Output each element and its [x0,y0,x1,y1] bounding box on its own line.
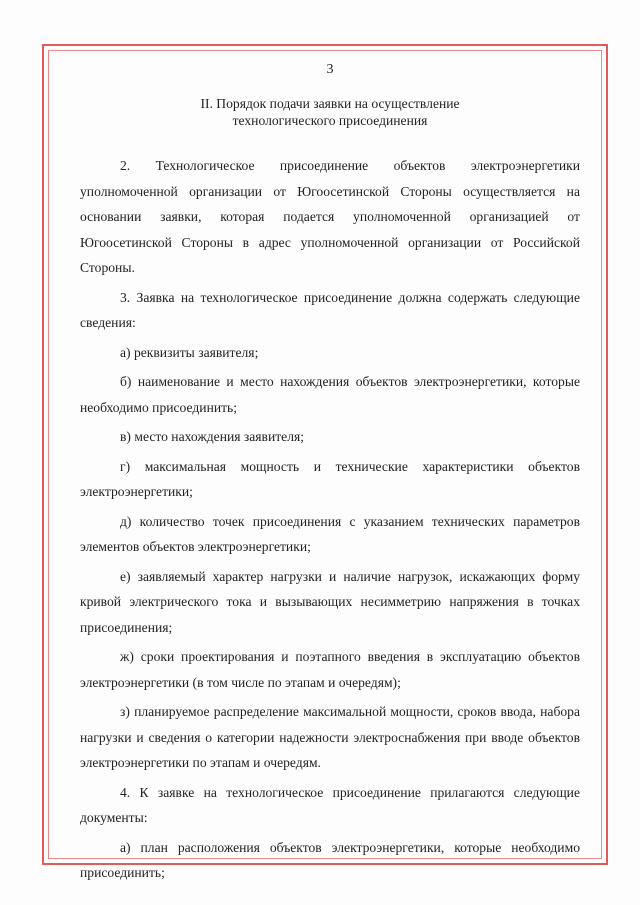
list-item-a-documents: а) план расположения объектов электроэнергетики, которые необходимо присоединить; [80,839,580,880]
section-heading-line-2: технологического присоединения [232,113,428,128]
list-item-g: г) максимальная мощность и технические характеристики объектов электроэнергетики; [80,458,580,499]
page-content [80,60,580,890]
list-item-a: а) реквизиты заявителя; [120,344,259,360]
paragraph-4: 4. К заявке на технологическое присоединение прилагаются следующие документы: [80,784,580,825]
page-number: 3 [326,62,334,77]
section-heading-line-1: II. Порядок подачи заявки на осуществление [200,96,460,111]
section-heading [80,95,580,129]
paragraph-3: 3. Заявка на технологическое присоединение должна содержать следующие сведения: [80,289,580,330]
list-item-zh: ж) сроки проектирования и поэтапного введения в эксплуатацию объектов электроэнергетики (в том числе по этапам и очередям); [80,649,580,690]
list-item-d: д) количество точек присоединения с указанием технических параметров элементов объектов электроэнергетики; [80,513,580,554]
list-item-b: б) наименование и место нахождения объектов электроэнергетики, которые необходимо присоединить; [80,374,580,415]
list-item-e: е) заявляемый характер нагрузки и наличие нагрузок, искажающих форму кривой электрического тока и вызывающих несимметрию напряжения в точках присоединения; [80,568,580,635]
list-item-z: з) планируемое распределение максимальной мощности, сроков ввода, набора нагрузки и сведения о категории надежности электроснабжения при вводе объектов электроэнергетики по этапам и очередям. [80,704,580,770]
list-item-v: в) место нахождения заявителя; [120,429,305,444]
paragraph-2: 2. Технологическое присоединение объектов электроэнергетики уполномоченной организации от Югоосетинской Стороны осуществляется на основании заявки, которая подается уполномоченной организацией от Югоосетинской Стороны в адрес уполномоченной организации от Российской Стороны. [80,158,580,275]
